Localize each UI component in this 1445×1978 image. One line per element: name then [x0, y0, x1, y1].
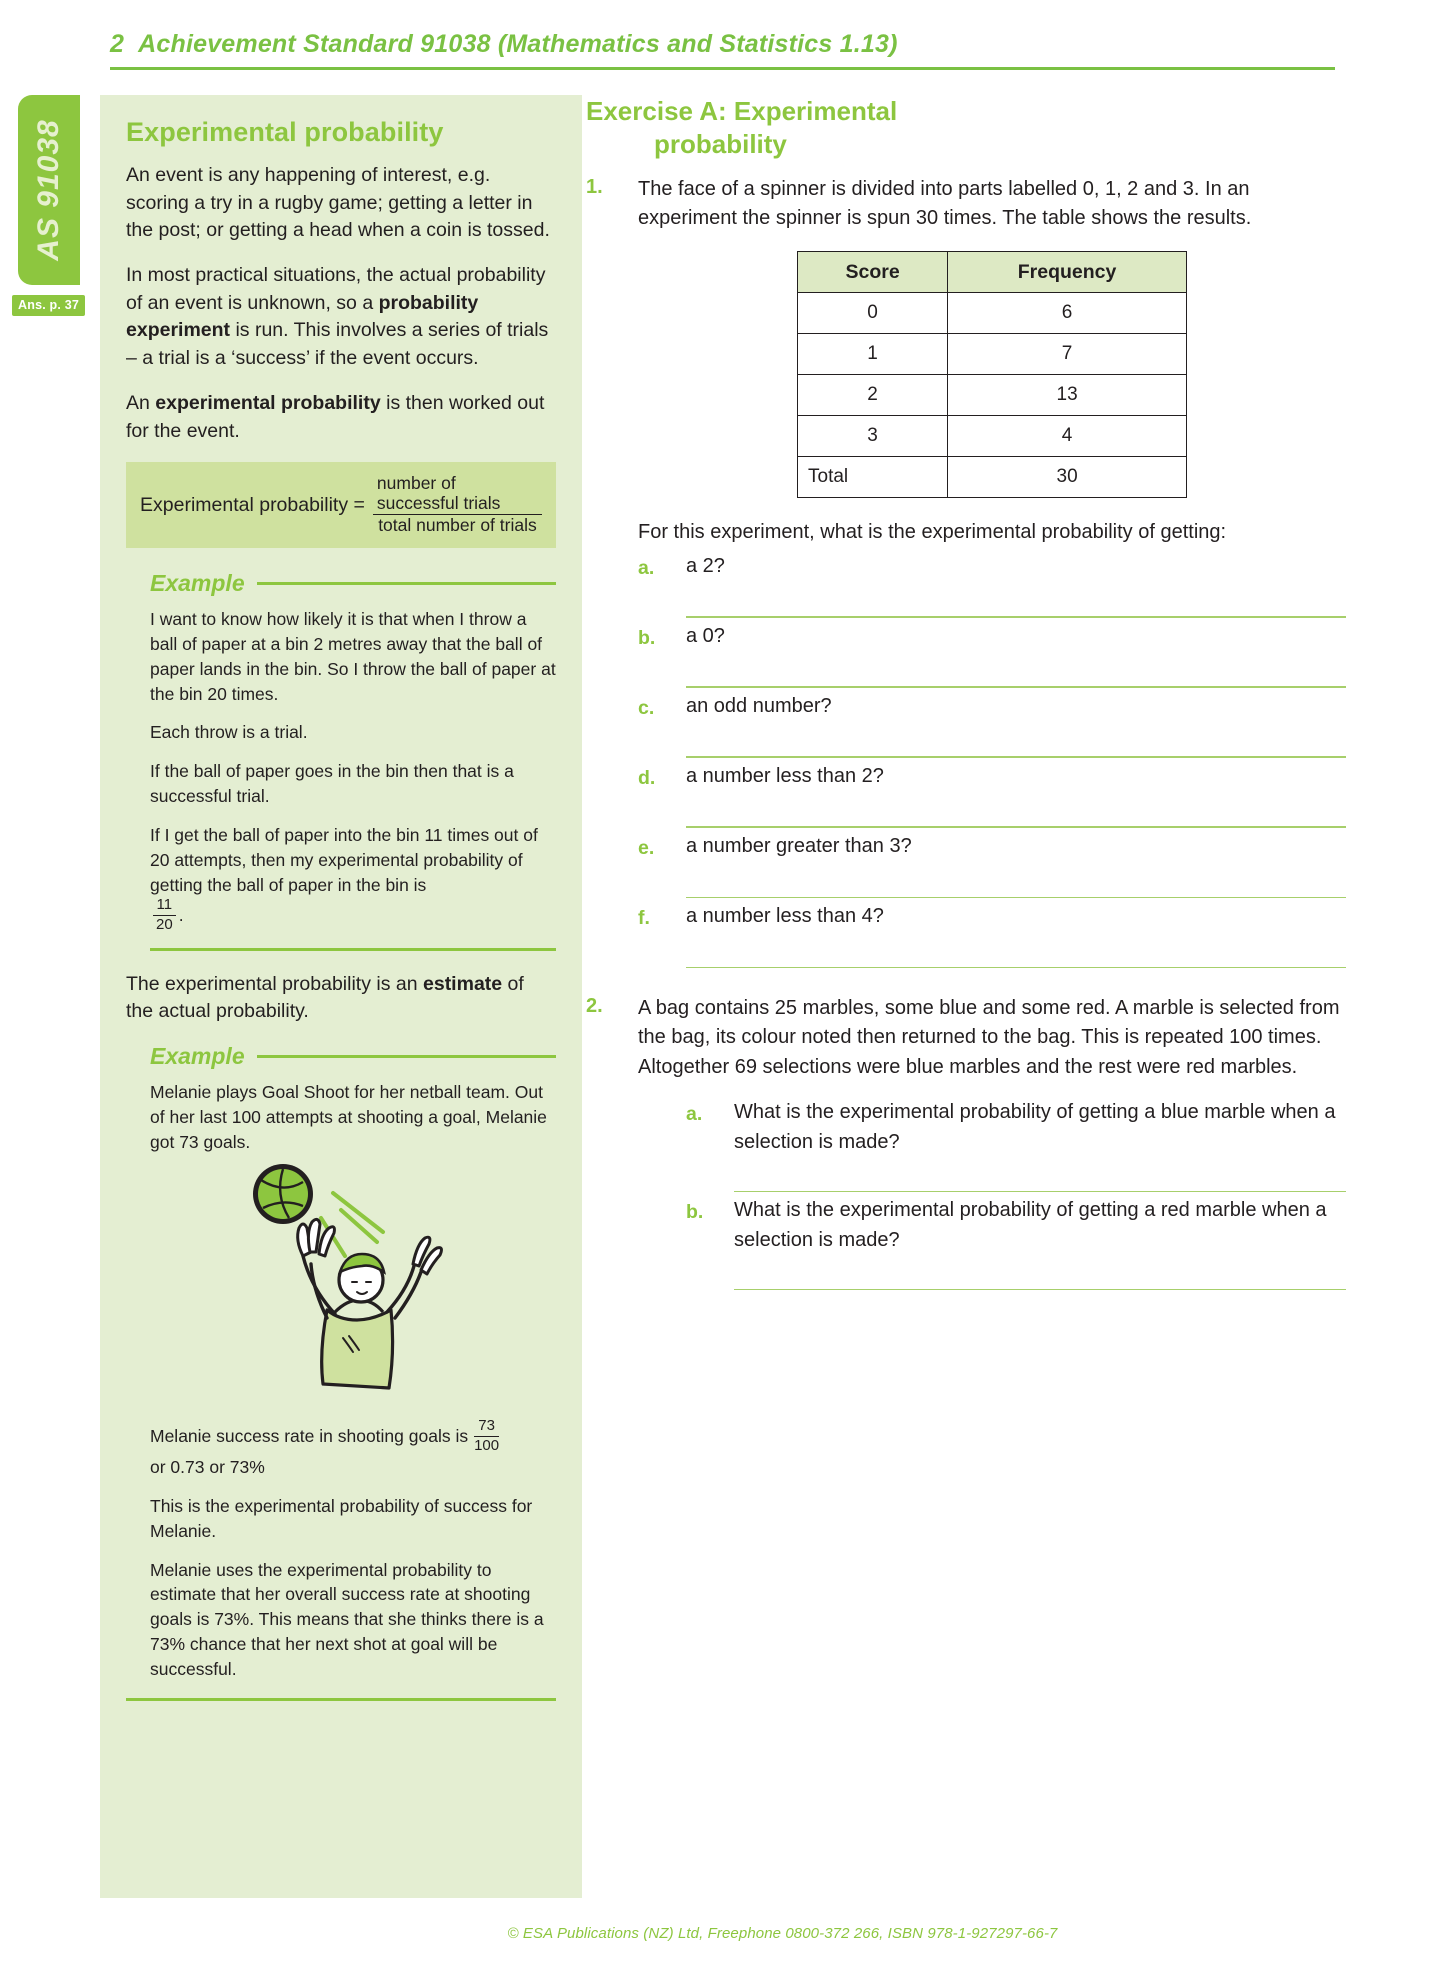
netball-player-svg [215, 1160, 515, 1410]
example-2-paragraph-3: This is the experimental probability of success for Melanie. [150, 1495, 533, 1541]
frequency-table-body [798, 293, 1187, 498]
question-1-sub-a-text: a 2? [686, 554, 725, 577]
estimate-paragraph-pre: The experimental probability is an [126, 972, 423, 995]
example-1-fraction-denominator: 20 [156, 916, 173, 934]
example-1-paragraph-4-pre: If I get the ball of paper into the bin 11 times out of 20 attempts, then my experimental probability of getting the ball of paper in the bin is [150, 824, 538, 895]
example-1-paragraph-4 [150, 823, 556, 934]
example-2-rule [257, 1055, 556, 1058]
notes-paragraph-3-emphasis: experimental probability [155, 391, 381, 414]
question-2-text: A bag contains 25 marbles, some blue and some red. A marble is selected from the bag, its colour noted then returned to the bag. This is repeated 100 times. Altogether 69 selections were blue marbles and the rest were red marbles. [638, 996, 1340, 1078]
question-2-sub-b-text: What is the experimental probability of getting a red marble when a selection is made? [734, 1199, 1327, 1251]
question-1-text: The face of a spinner is divided into parts labelled 0, 1, 2 and 3. In an experiment the spinner is spun 30 times. The table shows the results. [638, 177, 1252, 229]
example-2-paragraph-2-pre: Melanie success rate in shooting goals is [150, 1426, 469, 1447]
cell-score: 3 [798, 416, 948, 457]
example-block-1 [136, 570, 556, 934]
question-1-sub-c-text: an odd number? [686, 694, 832, 717]
exercise-title [586, 95, 1346, 161]
formula-box [126, 462, 556, 548]
question-2-sub-a [686, 1098, 1346, 1157]
question-1-sub-f [638, 902, 1346, 933]
example-1-paragraph-1: I want to know how likely it is that when I throw a ball of paper at a bin 2 metres away that the ball of paper lands in the bin. So I throw the ball of paper at the bin 20 times. [150, 608, 556, 704]
column-header-score: Score [798, 252, 948, 293]
question-1-sub-f-text: a number less than 4? [686, 904, 884, 927]
question-1 [586, 175, 1346, 968]
example-1-paragraph-2: Each throw is a trial. [150, 722, 308, 743]
cell-total-frequency: 30 [948, 457, 1187, 498]
notes-paragraph-2-emphasis: probability experiment [126, 291, 479, 342]
question-2-body [638, 994, 1346, 1291]
notes-heading: Experimental probability [126, 117, 444, 147]
question-1-sub-d [638, 762, 1346, 793]
example-block-2 [136, 1043, 556, 1682]
notes-paragraph-2-pre: In most practical situations, the actual probability of an event is unknown, so a [126, 264, 546, 314]
question-1-sub-d-text: a number less than 2? [686, 764, 884, 787]
answer-line-1b[interactable] [686, 686, 1346, 687]
question-1-sub-c-letter: c. [638, 696, 655, 719]
notes-paragraph-2-post: is run. This involves a series of trials – a trial is a ‘success’ if the event occurs. [126, 319, 549, 370]
answer-page-badge: Ans. p. 37 [12, 295, 85, 316]
example-2-paragraph-4: Melanie uses the experimental probability to estimate that her overall success rate at shooting goals is 73%. This means that she thinks there is a 73% chance that her next shot at goal will be successful. [150, 1559, 544, 1679]
example-1-bottom-rule [150, 948, 556, 951]
page-title: Achievement Standard 91038 (Mathematics and Statistics 1.13) [138, 30, 898, 58]
table-row [798, 334, 1187, 375]
question-2-sub-a-text: What is the experimental probability of getting a blue marble when a selection is made? [734, 1101, 1336, 1153]
cell-score: 2 [798, 375, 948, 416]
question-1-sub-d-letter: d. [638, 766, 656, 789]
table-row [798, 375, 1187, 416]
example-2-header [150, 1043, 556, 1070]
answer-line-1c[interactable] [686, 756, 1346, 757]
page-number: 2 [110, 30, 125, 58]
column-header-frequency: Frequency [948, 252, 1187, 293]
estimate-paragraph [126, 971, 556, 1026]
formula-denominator: total number of trials [378, 515, 537, 536]
question-1-sub-e [638, 832, 1346, 863]
frequency-table-head [798, 252, 1187, 293]
exercise-title-line-1: Exercise A: Experimental [586, 96, 898, 126]
question-1-sub-c [638, 692, 1346, 723]
example-2-label: Example [150, 1042, 245, 1069]
exercise-title-line-2: probability [654, 128, 787, 159]
question-1-sub-e-letter: e. [638, 836, 655, 859]
example-1-label: Example [150, 569, 245, 596]
question-1-sub-b-letter: b. [638, 626, 656, 649]
cell-score: 0 [798, 293, 948, 334]
formula-lhs: Experimental probability = [140, 493, 365, 516]
question-1-sub-a-letter: a. [638, 556, 655, 579]
question-1-sub-f-letter: f. [638, 906, 650, 929]
answer-line-1e[interactable] [686, 897, 1346, 898]
notes-paragraph-2 [126, 262, 556, 373]
notes-panel-bottom-rule [126, 1698, 556, 1701]
table-row [798, 293, 1187, 334]
table-row-total [798, 457, 1187, 498]
question-2-sub-b [686, 1196, 1346, 1255]
notes-paragraph-3-post: is then worked out for the event. [126, 391, 545, 442]
frequency-table [797, 251, 1187, 498]
standard-side-tab-label: AS 91038 [32, 119, 65, 261]
question-1-body [638, 175, 1346, 968]
example-1-header [150, 570, 556, 597]
estimate-paragraph-post: of the actual probability. [126, 972, 524, 1023]
example-1-paragraph-3: If the ball of paper goes in the bin then that is a successful trial. [150, 761, 514, 807]
notes-panel [100, 95, 582, 1898]
example-2-fraction-numerator: 73 [474, 1418, 499, 1437]
frequency-table-header-row [798, 252, 1187, 293]
answer-line-1f[interactable] [686, 967, 1346, 968]
example-1-fraction-numerator: 11 [153, 897, 177, 916]
frequency-table-wrapper [638, 251, 1346, 498]
answer-line-1a[interactable] [686, 616, 1346, 617]
cell-frequency: 4 [948, 416, 1187, 457]
netball-player-illustration [150, 1160, 556, 1410]
table-row [798, 416, 1187, 457]
question-1-sub-a [638, 552, 1346, 583]
page-header-title [110, 30, 1335, 59]
question-2-sub-a-letter: a. [686, 1103, 703, 1126]
standard-side-tab [18, 95, 80, 285]
cell-frequency: 7 [948, 334, 1187, 375]
example-1-paragraph-4-post: . [178, 905, 184, 926]
notes-paragraph-3-pre: An [126, 391, 156, 414]
example-2-fraction-denominator: 100 [474, 1437, 500, 1455]
cell-frequency: 13 [948, 375, 1187, 416]
example-2-fraction [470, 1418, 503, 1455]
question-2 [586, 994, 1346, 1291]
question-1-sub-b-text: a 0? [686, 624, 725, 647]
example-2-paragraph-1: Melanie plays Goal Shoot for her netball team. Out of her last 100 attempts at shooting a goal, Melanie got 73 goals. [150, 1081, 547, 1152]
question-1-number: 1. [586, 175, 603, 198]
page-footer [0, 1925, 1445, 1942]
exercise-panel [586, 95, 1346, 1292]
estimate-paragraph-emphasis: estimate [423, 972, 503, 995]
answer-line-2a[interactable] [734, 1191, 1346, 1192]
example-2-paragraph-2 [150, 1418, 556, 1479]
answer-line-1d[interactable] [686, 826, 1346, 827]
question-2-sub-b-letter: b. [686, 1201, 704, 1224]
example-2-paragraph-2-post: or 0.73 or 73% [150, 1457, 265, 1477]
question-1-lead-in: For this experiment, what is the experimental probability of getting: [638, 521, 1227, 544]
notes-paragraph-3 [126, 390, 556, 445]
page-header [110, 30, 1335, 70]
answer-line-2b[interactable] [734, 1289, 1346, 1290]
page-footer-text: © ESA Publications (NZ) Ltd, Freephone 0800-372 266, ISBN 978-1-927297-66-7 [507, 1925, 1058, 1942]
cell-frequency: 6 [948, 293, 1187, 334]
header-divider [110, 67, 1335, 70]
cell-total-label: Total [798, 457, 948, 498]
question-2-number: 2. [586, 994, 603, 1017]
example-1-fraction [152, 897, 177, 934]
notes-paragraph-1: An event is any happening of interest, e.g. scoring a try in a rugby game; getting a letter in the post; or getting a head when a coin is tossed. [126, 164, 550, 242]
cell-score: 1 [798, 334, 948, 375]
question-1-sub-b [638, 622, 1346, 653]
formula-fraction [373, 474, 542, 536]
question-1-sub-e-text: a number greater than 3? [686, 834, 912, 857]
formula-numerator: number of successful trials [373, 474, 542, 515]
example-1-rule [257, 582, 556, 585]
